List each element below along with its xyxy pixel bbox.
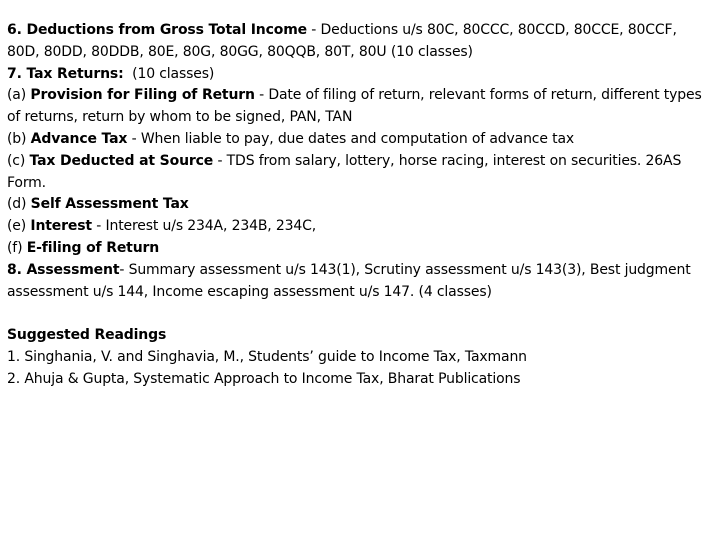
reading-item: 2. Ahuja & Gupta, Systematic Approach to Income Tax, Bharat Publications — [7, 370, 521, 387]
section-text: - Summary assessment u/s 143(1), Scrutiny assessment u/s 143(3), Best judgment assessment u/s 144, Income escaping assessment u/s 147. (4 classes) — [7, 261, 691, 300]
item-prefix: (b) — [7, 130, 31, 147]
section-text: - Date of filing of return, relevant forms of return, different types of returns, return by whom to be signed, PAN, TAN — [7, 87, 702, 126]
section-7d-self-assessment-tax — [7, 194, 707, 216]
section-heading: Provision for Filing of Return — [30, 87, 255, 104]
spacer — [7, 303, 707, 325]
section-heading: Advance Tax — [30, 130, 128, 147]
section-6-deductions — [7, 20, 707, 64]
readings-heading-text: Suggested Readings — [7, 327, 167, 344]
item-prefix: (f) — [7, 239, 27, 256]
section-heading: 7. Tax Returns: — [7, 65, 124, 82]
item-prefix: (e) — [7, 218, 31, 235]
section-7e-interest — [7, 216, 707, 238]
section-text: - When liable to pay, due dates and computation of advance tax — [127, 130, 575, 147]
syllabus-document — [7, 20, 707, 391]
section-8-assessment — [7, 260, 707, 304]
item-prefix: (c) — [7, 152, 30, 169]
section-7a-provision-for-filing — [7, 85, 707, 129]
section-heading: Self Assessment Tax — [30, 196, 189, 213]
section-heading: Tax Deducted at Source — [29, 152, 214, 169]
section-text: - Interest u/s 234A, 234B, 234C, — [91, 218, 317, 235]
section-text: - TDS from salary, lottery, horse racing, interest on securities. 26AS Form. — [7, 152, 682, 191]
item-prefix: (a) — [7, 87, 31, 104]
suggested-readings-heading — [7, 325, 707, 347]
section-text: (10 classes) — [123, 65, 215, 82]
item-prefix: (d) — [7, 196, 31, 213]
section-heading: 6. Deductions from Gross Total Income — [7, 22, 307, 38]
section-7-tax-returns — [7, 64, 707, 86]
section-heading: E-filing of Return — [26, 239, 160, 256]
section-heading: 8. Assessment — [7, 261, 120, 278]
section-7f-e-filing-of-return — [7, 238, 707, 260]
reading-item: 1. Singhania, V. and Singhavia, M., Students’ guide to Income Tax, Taxmann — [7, 348, 527, 365]
section-heading: Interest — [30, 218, 92, 235]
section-7b-advance-tax — [7, 129, 707, 151]
section-7c-tax-deducted-at-source — [7, 151, 707, 195]
section-text: - Deductions u/s 80C, 80CCC, 80CCD, 80CCE, 80CCF, 80D, 80DD, 80DDB, 80E, 80G, 80GG, 80QQB, 80T, 80U (10 classes) — [7, 22, 677, 60]
